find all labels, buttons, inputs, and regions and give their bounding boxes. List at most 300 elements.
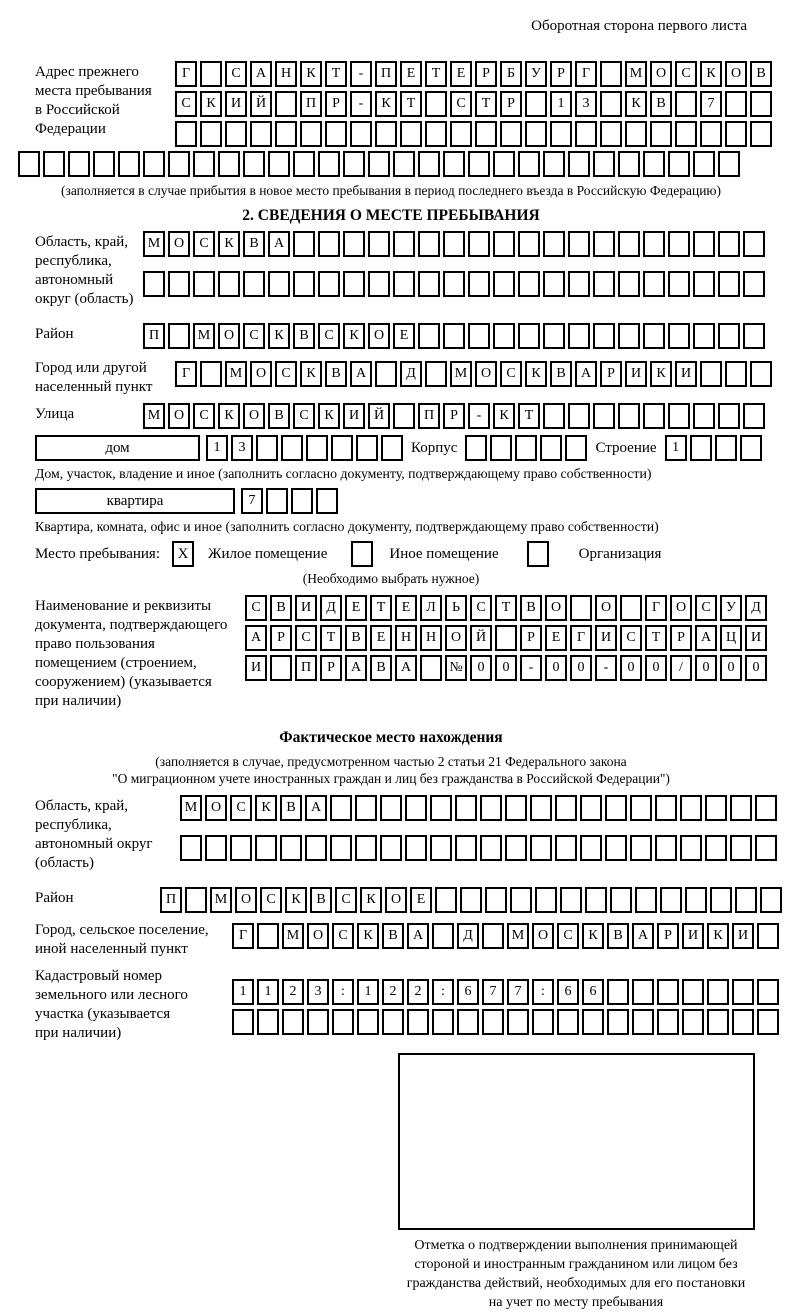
grid-cell[interactable]: В xyxy=(382,923,404,949)
grid-cell[interactable] xyxy=(281,435,303,461)
grid-cell[interactable] xyxy=(655,835,677,861)
grid-cell[interactable]: И xyxy=(732,923,754,949)
grid-cell[interactable]: К xyxy=(200,91,222,117)
grid-cell[interactable] xyxy=(657,979,679,1005)
grid-cell[interactable]: М xyxy=(180,795,202,821)
grid-cell[interactable] xyxy=(218,271,240,297)
grid-cell[interactable]: Н xyxy=(275,61,297,87)
grid-cell[interactable] xyxy=(393,403,415,429)
grid-cell[interactable]: Т xyxy=(370,595,392,621)
grid-cell[interactable] xyxy=(750,91,772,117)
grid-cell[interactable]: 7 xyxy=(700,91,722,117)
grid-cell[interactable] xyxy=(266,488,288,514)
grid-cell[interactable]: 3 xyxy=(575,91,597,117)
grid-cell[interactable]: 1 xyxy=(206,435,228,461)
grid-cell[interactable] xyxy=(318,151,340,177)
grid-cell[interactable]: С xyxy=(675,61,697,87)
grid-cell[interactable]: Р xyxy=(443,403,465,429)
grid-cell[interactable] xyxy=(430,795,452,821)
grid-cell[interactable] xyxy=(300,121,322,147)
grid-cell[interactable] xyxy=(493,271,515,297)
grid-cell[interactable] xyxy=(268,271,290,297)
grid-cell[interactable] xyxy=(580,835,602,861)
grid-cell[interactable] xyxy=(180,835,202,861)
grid-cell[interactable] xyxy=(757,923,779,949)
grid-cell[interactable]: С xyxy=(243,323,265,349)
grid-cell[interactable] xyxy=(425,91,447,117)
grid-cell[interactable]: Е xyxy=(393,323,415,349)
grid-cell[interactable] xyxy=(550,121,572,147)
grid-cell[interactable]: О xyxy=(250,361,272,387)
grid-cell[interactable] xyxy=(425,121,447,147)
grid-cell[interactable]: Г xyxy=(575,61,597,87)
grid-cell[interactable]: Д xyxy=(457,923,479,949)
grid-cell[interactable] xyxy=(490,435,512,461)
grid-cell[interactable] xyxy=(443,323,465,349)
grid-cell[interactable] xyxy=(443,151,465,177)
grid-cell[interactable]: К xyxy=(582,923,604,949)
grid-cell[interactable]: 1 xyxy=(550,91,572,117)
grid-cell[interactable] xyxy=(455,835,477,861)
grid-cell[interactable]: О xyxy=(385,887,407,913)
grid-cell[interactable] xyxy=(705,835,727,861)
grid-cell[interactable] xyxy=(543,231,565,257)
checkbox-inoe[interactable] xyxy=(351,541,373,567)
grid-cell[interactable]: Р xyxy=(657,923,679,949)
grid-cell[interactable] xyxy=(518,271,540,297)
grid-cell[interactable] xyxy=(540,435,562,461)
grid-cell[interactable]: 0 xyxy=(620,655,642,681)
grid-cell[interactable] xyxy=(375,361,397,387)
grid-cell[interactable] xyxy=(175,121,197,147)
grid-cell[interactable] xyxy=(607,979,629,1005)
grid-cell[interactable]: М xyxy=(625,61,647,87)
grid-cell[interactable] xyxy=(668,271,690,297)
grid-cell[interactable]: С xyxy=(275,361,297,387)
grid-cell[interactable] xyxy=(700,361,722,387)
grid-cell[interactable] xyxy=(306,435,328,461)
grid-cell[interactable] xyxy=(680,835,702,861)
grid-cell[interactable] xyxy=(565,435,587,461)
grid-cell[interactable]: И xyxy=(682,923,704,949)
grid-cell[interactable] xyxy=(381,435,403,461)
grid-cell[interactable] xyxy=(525,121,547,147)
grid-cell[interactable] xyxy=(218,151,240,177)
grid-cell[interactable] xyxy=(500,121,522,147)
grid-cell[interactable] xyxy=(705,795,727,821)
grid-cell[interactable]: С xyxy=(695,595,717,621)
grid-cell[interactable]: С xyxy=(230,795,252,821)
grid-cell[interactable]: П xyxy=(160,887,182,913)
grid-cell[interactable]: О xyxy=(595,595,617,621)
grid-cell[interactable]: К xyxy=(525,361,547,387)
grid-cell[interactable]: Е xyxy=(545,625,567,651)
grid-cell[interactable] xyxy=(232,1009,254,1035)
grid-cell[interactable]: М xyxy=(282,923,304,949)
grid-cell[interactable] xyxy=(275,91,297,117)
grid-cell[interactable]: А xyxy=(250,61,272,87)
grid-cell[interactable]: Ц xyxy=(720,625,742,651)
grid-cell[interactable] xyxy=(93,151,115,177)
grid-cell[interactable] xyxy=(515,435,537,461)
grid-cell[interactable]: Р xyxy=(550,61,572,87)
grid-cell[interactable]: И xyxy=(625,361,647,387)
grid-cell[interactable]: П xyxy=(300,91,322,117)
grid-cell[interactable] xyxy=(485,887,507,913)
grid-cell[interactable] xyxy=(331,435,353,461)
grid-cell[interactable] xyxy=(255,835,277,861)
grid-cell[interactable] xyxy=(407,1009,429,1035)
grid-cell[interactable] xyxy=(480,835,502,861)
grid-cell[interactable] xyxy=(68,151,90,177)
grid-cell[interactable]: 0 xyxy=(570,655,592,681)
grid-cell[interactable]: В xyxy=(345,625,367,651)
grid-cell[interactable] xyxy=(700,121,722,147)
grid-cell[interactable] xyxy=(316,488,338,514)
grid-cell[interactable] xyxy=(643,271,665,297)
grid-cell[interactable]: Т xyxy=(325,61,347,87)
grid-cell[interactable]: А xyxy=(350,361,372,387)
grid-cell[interactable] xyxy=(668,151,690,177)
grid-cell[interactable]: К xyxy=(707,923,729,949)
grid-cell[interactable] xyxy=(293,231,315,257)
grid-cell[interactable] xyxy=(330,795,352,821)
grid-cell[interactable] xyxy=(475,121,497,147)
grid-cell[interactable]: В xyxy=(370,655,392,681)
grid-cell[interactable] xyxy=(757,1009,779,1035)
grid-cell[interactable] xyxy=(493,231,515,257)
grid-cell[interactable] xyxy=(718,271,740,297)
grid-cell[interactable]: С xyxy=(470,595,492,621)
grid-cell[interactable]: С xyxy=(557,923,579,949)
grid-cell[interactable]: 0 xyxy=(745,655,767,681)
grid-cell[interactable] xyxy=(568,231,590,257)
grid-cell[interactable]: 0 xyxy=(720,655,742,681)
grid-cell[interactable]: И xyxy=(745,625,767,651)
grid-cell[interactable] xyxy=(593,323,615,349)
grid-cell[interactable] xyxy=(418,151,440,177)
grid-cell[interactable] xyxy=(43,151,65,177)
grid-cell[interactable]: / xyxy=(670,655,692,681)
grid-cell[interactable]: К xyxy=(360,887,382,913)
grid-cell[interactable] xyxy=(168,271,190,297)
grid-cell[interactable] xyxy=(600,121,622,147)
grid-cell[interactable]: Б xyxy=(500,61,522,87)
grid-cell[interactable]: О xyxy=(532,923,554,949)
grid-cell[interactable]: М xyxy=(143,403,165,429)
grid-cell[interactable] xyxy=(465,435,487,461)
grid-cell[interactable] xyxy=(330,835,352,861)
grid-cell[interactable]: В xyxy=(607,923,629,949)
grid-cell[interactable] xyxy=(343,231,365,257)
grid-cell[interactable] xyxy=(418,231,440,257)
grid-cell[interactable]: 6 xyxy=(582,979,604,1005)
grid-cell[interactable] xyxy=(143,271,165,297)
grid-cell[interactable] xyxy=(757,979,779,1005)
grid-cell[interactable] xyxy=(243,271,265,297)
grid-cell[interactable] xyxy=(230,835,252,861)
grid-cell[interactable] xyxy=(432,923,454,949)
grid-cell[interactable] xyxy=(368,271,390,297)
grid-cell[interactable] xyxy=(393,231,415,257)
grid-cell[interactable]: : xyxy=(332,979,354,1005)
grid-cell[interactable] xyxy=(543,271,565,297)
grid-cell[interactable] xyxy=(593,271,615,297)
grid-cell[interactable] xyxy=(743,271,765,297)
grid-cell[interactable]: О xyxy=(670,595,692,621)
grid-cell[interactable]: Е xyxy=(395,595,417,621)
grid-cell[interactable] xyxy=(532,1009,554,1035)
grid-cell[interactable] xyxy=(250,121,272,147)
grid-cell[interactable]: В xyxy=(520,595,542,621)
grid-cell[interactable] xyxy=(630,795,652,821)
grid-cell[interactable]: О xyxy=(307,923,329,949)
grid-cell[interactable]: Р xyxy=(600,361,622,387)
grid-cell[interactable] xyxy=(332,1009,354,1035)
grid-cell[interactable] xyxy=(707,1009,729,1035)
grid-cell[interactable] xyxy=(750,121,772,147)
grid-cell[interactable]: Р xyxy=(270,625,292,651)
grid-cell[interactable]: 0 xyxy=(645,655,667,681)
grid-cell[interactable] xyxy=(418,323,440,349)
grid-cell[interactable] xyxy=(318,271,340,297)
checkbox-zhiloe[interactable]: X xyxy=(172,541,194,567)
grid-cell[interactable] xyxy=(468,151,490,177)
grid-cell[interactable]: В xyxy=(243,231,265,257)
grid-cell[interactable] xyxy=(685,887,707,913)
grid-cell[interactable]: 0 xyxy=(495,655,517,681)
grid-cell[interactable] xyxy=(430,835,452,861)
grid-cell[interactable] xyxy=(495,625,517,651)
grid-cell[interactable] xyxy=(693,151,715,177)
grid-cell[interactable] xyxy=(618,323,640,349)
grid-cell[interactable]: К xyxy=(300,361,322,387)
grid-cell[interactable]: 7 xyxy=(482,979,504,1005)
grid-cell[interactable]: К xyxy=(255,795,277,821)
grid-cell[interactable]: - xyxy=(350,91,372,117)
grid-cell[interactable] xyxy=(682,1009,704,1035)
grid-cell[interactable] xyxy=(632,1009,654,1035)
grid-cell[interactable]: А xyxy=(695,625,717,651)
grid-cell[interactable] xyxy=(657,1009,679,1035)
grid-cell[interactable]: Ь xyxy=(445,595,467,621)
grid-cell[interactable] xyxy=(425,361,447,387)
grid-cell[interactable]: В xyxy=(750,61,772,87)
grid-cell[interactable]: В xyxy=(650,91,672,117)
grid-cell[interactable]: О xyxy=(725,61,747,87)
grid-cell[interactable] xyxy=(755,795,777,821)
grid-cell[interactable]: И xyxy=(343,403,365,429)
grid-cell[interactable] xyxy=(557,1009,579,1035)
grid-cell[interactable]: П xyxy=(295,655,317,681)
grid-cell[interactable] xyxy=(185,887,207,913)
grid-cell[interactable] xyxy=(455,795,477,821)
grid-cell[interactable]: Е xyxy=(400,61,422,87)
grid-cell[interactable] xyxy=(675,91,697,117)
grid-cell[interactable] xyxy=(450,121,472,147)
grid-cell[interactable] xyxy=(325,121,347,147)
grid-cell[interactable] xyxy=(356,435,378,461)
grid-cell[interactable]: Т xyxy=(320,625,342,651)
grid-cell[interactable] xyxy=(468,323,490,349)
grid-cell[interactable]: Т xyxy=(400,91,422,117)
grid-cell[interactable]: О xyxy=(168,231,190,257)
grid-cell[interactable]: П xyxy=(143,323,165,349)
grid-cell[interactable]: Р xyxy=(475,61,497,87)
grid-cell[interactable] xyxy=(668,231,690,257)
grid-cell[interactable] xyxy=(620,595,642,621)
grid-cell[interactable]: В xyxy=(310,887,332,913)
grid-cell[interactable]: М xyxy=(450,361,472,387)
grid-cell[interactable] xyxy=(575,121,597,147)
grid-cell[interactable] xyxy=(643,323,665,349)
grid-cell[interactable]: Т xyxy=(645,625,667,651)
grid-cell[interactable] xyxy=(375,121,397,147)
grid-cell[interactable]: С xyxy=(193,403,215,429)
grid-cell[interactable] xyxy=(305,835,327,861)
grid-cell[interactable] xyxy=(118,151,140,177)
grid-cell[interactable]: Е xyxy=(370,625,392,651)
grid-cell[interactable]: - xyxy=(468,403,490,429)
grid-cell[interactable] xyxy=(743,323,765,349)
grid-cell[interactable] xyxy=(725,121,747,147)
grid-cell[interactable] xyxy=(380,795,402,821)
grid-cell[interactable] xyxy=(368,151,390,177)
grid-cell[interactable] xyxy=(168,323,190,349)
grid-cell[interactable]: К xyxy=(318,403,340,429)
grid-cell[interactable] xyxy=(730,795,752,821)
grid-cell[interactable]: Д xyxy=(400,361,422,387)
grid-cell[interactable]: Н xyxy=(420,625,442,651)
grid-cell[interactable]: С xyxy=(295,625,317,651)
grid-cell[interactable] xyxy=(568,151,590,177)
grid-cell[interactable]: К xyxy=(625,91,647,117)
grid-cell[interactable] xyxy=(618,403,640,429)
grid-cell[interactable] xyxy=(405,835,427,861)
grid-cell[interactable] xyxy=(382,1009,404,1035)
grid-cell[interactable] xyxy=(730,835,752,861)
grid-cell[interactable] xyxy=(143,151,165,177)
grid-cell[interactable]: А xyxy=(245,625,267,651)
grid-cell[interactable]: В xyxy=(270,595,292,621)
grid-cell[interactable]: Г xyxy=(175,61,197,87)
grid-cell[interactable]: Й xyxy=(368,403,390,429)
grid-cell[interactable]: О xyxy=(545,595,567,621)
grid-cell[interactable] xyxy=(518,151,540,177)
grid-cell[interactable]: С xyxy=(293,403,315,429)
grid-cell[interactable] xyxy=(605,795,627,821)
grid-cell[interactable]: М xyxy=(225,361,247,387)
grid-cell[interactable] xyxy=(530,795,552,821)
grid-cell[interactable]: 6 xyxy=(557,979,579,1005)
grid-cell[interactable]: Т xyxy=(425,61,447,87)
grid-cell[interactable] xyxy=(443,271,465,297)
grid-cell[interactable] xyxy=(280,835,302,861)
grid-cell[interactable] xyxy=(493,323,515,349)
grid-cell[interactable]: И xyxy=(245,655,267,681)
grid-cell[interactable] xyxy=(618,231,640,257)
grid-cell[interactable] xyxy=(457,1009,479,1035)
grid-cell[interactable]: Н xyxy=(395,625,417,651)
grid-cell[interactable] xyxy=(505,835,527,861)
grid-cell[interactable] xyxy=(693,271,715,297)
grid-cell[interactable] xyxy=(480,795,502,821)
grid-cell[interactable] xyxy=(530,835,552,861)
grid-cell[interactable] xyxy=(718,403,740,429)
grid-cell[interactable]: С xyxy=(225,61,247,87)
grid-cell[interactable] xyxy=(193,151,215,177)
grid-cell[interactable] xyxy=(643,231,665,257)
grid-cell[interactable] xyxy=(225,121,247,147)
grid-cell[interactable]: Р xyxy=(520,625,542,651)
grid-cell[interactable]: 1 xyxy=(357,979,379,1005)
grid-cell[interactable] xyxy=(693,403,715,429)
grid-cell[interactable]: В xyxy=(268,403,290,429)
grid-cell[interactable]: О xyxy=(368,323,390,349)
grid-cell[interactable] xyxy=(568,323,590,349)
grid-cell[interactable]: С xyxy=(260,887,282,913)
grid-cell[interactable] xyxy=(435,887,457,913)
grid-cell[interactable]: С xyxy=(620,625,642,651)
grid-cell[interactable]: К xyxy=(285,887,307,913)
grid-cell[interactable] xyxy=(618,271,640,297)
grid-cell[interactable]: С xyxy=(318,323,340,349)
grid-cell[interactable]: Т xyxy=(475,91,497,117)
grid-cell[interactable]: К xyxy=(300,61,322,87)
grid-cell[interactable]: Р xyxy=(670,625,692,651)
grid-cell[interactable]: - xyxy=(520,655,542,681)
grid-cell[interactable]: И xyxy=(675,361,697,387)
grid-cell[interactable]: О xyxy=(650,61,672,87)
grid-cell[interactable] xyxy=(668,323,690,349)
grid-cell[interactable] xyxy=(443,231,465,257)
grid-cell[interactable]: В xyxy=(293,323,315,349)
grid-cell[interactable]: А xyxy=(575,361,597,387)
grid-cell[interactable] xyxy=(570,595,592,621)
grid-cell[interactable]: № xyxy=(445,655,467,681)
grid-cell[interactable]: 0 xyxy=(545,655,567,681)
grid-cell[interactable]: К xyxy=(218,403,240,429)
grid-cell[interactable] xyxy=(643,151,665,177)
grid-cell[interactable]: 6 xyxy=(457,979,479,1005)
grid-cell[interactable] xyxy=(560,887,582,913)
grid-cell[interactable] xyxy=(680,795,702,821)
grid-cell[interactable] xyxy=(293,151,315,177)
grid-cell[interactable] xyxy=(718,151,740,177)
grid-cell[interactable] xyxy=(270,655,292,681)
grid-cell[interactable] xyxy=(355,795,377,821)
grid-cell[interactable] xyxy=(580,795,602,821)
grid-cell[interactable] xyxy=(468,271,490,297)
grid-cell[interactable] xyxy=(593,231,615,257)
grid-cell[interactable]: П xyxy=(418,403,440,429)
grid-cell[interactable] xyxy=(418,271,440,297)
grid-cell[interactable]: - xyxy=(595,655,617,681)
grid-cell[interactable] xyxy=(693,231,715,257)
grid-cell[interactable]: Е xyxy=(345,595,367,621)
grid-cell[interactable]: К xyxy=(493,403,515,429)
checkbox-organizatsiya[interactable] xyxy=(527,541,549,567)
grid-cell[interactable]: А xyxy=(407,923,429,949)
grid-cell[interactable] xyxy=(393,271,415,297)
grid-cell[interactable]: 2 xyxy=(382,979,404,1005)
grid-cell[interactable] xyxy=(568,403,590,429)
grid-cell[interactable] xyxy=(693,323,715,349)
grid-cell[interactable]: 7 xyxy=(507,979,529,1005)
grid-cell[interactable]: 1 xyxy=(232,979,254,1005)
grid-cell[interactable] xyxy=(282,1009,304,1035)
grid-cell[interactable] xyxy=(355,835,377,861)
